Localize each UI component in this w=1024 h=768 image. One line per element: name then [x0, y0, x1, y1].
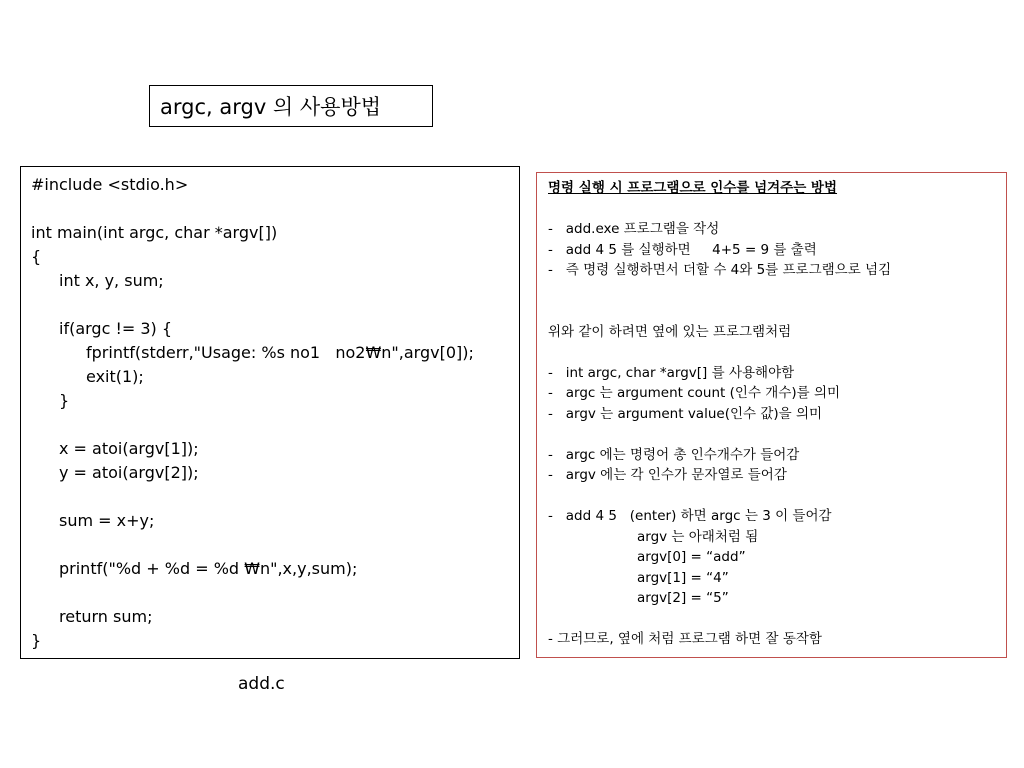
note-line: - argv 에는 각 인수가 문자열로 들어감 — [548, 467, 787, 483]
note-line: - 즉 명령 실행하면서 더할 수 4와 5를 프로그램으로 넘김 — [548, 262, 892, 278]
code-line: return sum; — [59, 607, 153, 626]
slide-title: argc, argv 의 사용방법 — [149, 85, 433, 127]
notes-heading: 명령 실행 시 프로그램으로 인수를 넘겨주는 방법 — [548, 180, 838, 196]
note-line — [548, 301, 1006, 322]
note-line — [548, 486, 1006, 507]
code-listing — [20, 166, 520, 659]
note-line: - int argc, char *argv[] 를 사용해야함 — [548, 364, 795, 381]
note-line: - add 4 5 (enter) 하면 argc 는 3 이 들어감 — [548, 508, 832, 524]
code-line — [31, 293, 519, 317]
code-line: int main(int argc, char *argv[]) — [31, 223, 278, 242]
note-line — [548, 199, 1006, 220]
code-line — [31, 581, 519, 605]
note-line: argv[0] = “add” — [637, 549, 746, 565]
note-line: - add 4 5 를 실행하면 4+5 = 9 를 출력 — [548, 241, 817, 258]
note-line: - 그러므로, 옆에 처럼 프로그램 하면 잘 동작함 — [548, 631, 822, 647]
code-line: x = atoi(argv[1]); — [59, 439, 199, 458]
code-line: } — [59, 391, 70, 410]
code-line: fprintf(stderr,"Usage: %s no1 no2₩n",argv[0]); — [86, 343, 474, 362]
note-line — [548, 424, 1006, 445]
note-line: argv 는 아래처럼 됨 — [637, 528, 759, 545]
code-line — [31, 197, 519, 221]
code-line — [31, 485, 519, 509]
code-line — [31, 413, 519, 437]
code-line: { — [31, 247, 42, 266]
note-line — [548, 342, 1006, 363]
note-line: - argv 는 argument value(인수 값)을 의미 — [548, 405, 823, 422]
note-line: argv[1] = “4” — [637, 569, 729, 586]
code-line: if(argc != 3) { — [59, 319, 173, 338]
note-line: - add.exe 프로그램을 작성 — [548, 221, 720, 237]
note-line — [548, 609, 1006, 630]
code-caption: add.c — [238, 674, 285, 694]
note-line — [548, 281, 1006, 302]
code-line: printf("%d + %d = %d ₩n",x,y,sum); — [59, 559, 358, 578]
note-line: 위와 같이 하려면 옆에 있는 프로그램처럼 — [548, 323, 792, 340]
explanation-notes — [536, 172, 1007, 658]
code-line: y = atoi(argv[2]); — [59, 463, 199, 482]
code-line: } — [31, 631, 42, 650]
code-line: #include <stdio.h> — [31, 175, 189, 194]
note-line: - argc 에는 명령어 총 인수개수가 들어감 — [548, 446, 800, 463]
note-line: - argc 는 argument count (인수 개수)를 의미 — [548, 385, 841, 401]
note-line: argv[2] = “5” — [637, 590, 729, 606]
code-line: int x, y, sum; — [59, 271, 164, 290]
code-line: sum = x+y; — [59, 511, 155, 530]
code-line — [31, 533, 519, 557]
code-line: exit(1); — [86, 367, 144, 386]
